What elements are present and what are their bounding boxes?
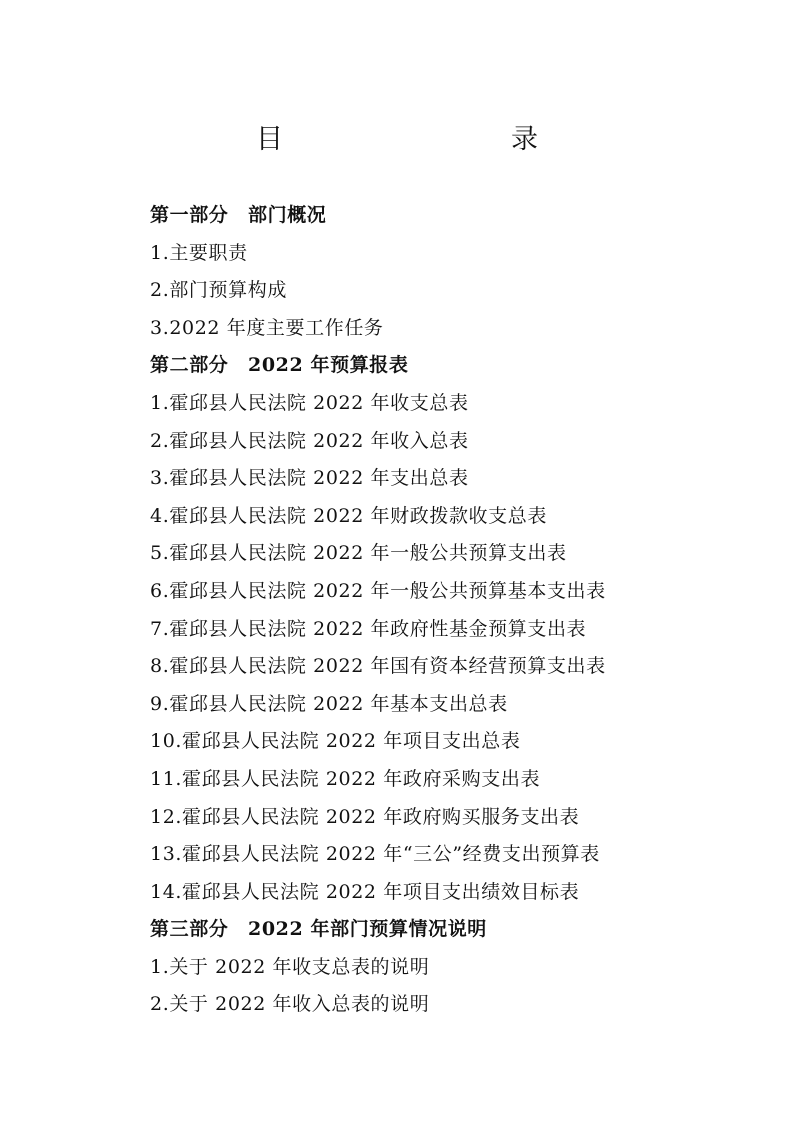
toc-entry: 12.霍邱县人民法院 2022 年政府购买服务支出表 [150, 805, 580, 828]
toc-entry: 4.霍邱县人民法院 2022 年财政拨款收支总表 [150, 504, 547, 527]
toc-entry: 1.霍邱县人民法院 2022 年收支总表 [150, 391, 469, 414]
toc-section-heading: 第三部分 2022 年部门预算情况说明 [150, 918, 487, 941]
toc-section-heading: 第一部分 部门概况 [150, 204, 327, 226]
toc-entry: 2.部门预算构成 [150, 279, 287, 302]
toc-entry: 5.霍邱县人民法院 2022 年一般公共预算支出表 [150, 542, 567, 565]
toc-entry: 10.霍邱县人民法院 2022 年项目支出总表 [150, 730, 521, 753]
toc-section-heading: 第二部分 2022 年预算报表 [150, 354, 409, 377]
toc-entry: 7.霍邱县人民法院 2022 年政府性基金预算支出表 [150, 617, 587, 640]
toc-entry: 8.霍邱县人民法院 2022 年国有资本经营预算支出表 [150, 655, 606, 678]
toc-title: 目 录 [256, 124, 596, 155]
toc-entry: 3.2022 年度主要工作任务 [150, 316, 384, 339]
toc-entry: 11.霍邱县人民法院 2022 年政府采购支出表 [150, 767, 541, 790]
toc-entry: 1.关于 2022 年收支总表的说明 [150, 955, 430, 978]
toc-entry: 2.关于 2022 年收入总表的说明 [150, 993, 430, 1016]
toc-entry: 6.霍邱县人民法院 2022 年一般公共预算基本支出表 [150, 579, 606, 602]
toc-entry: 3.霍邱县人民法院 2022 年支出总表 [150, 467, 469, 490]
toc-entry: 2.霍邱县人民法院 2022 年收入总表 [150, 429, 469, 452]
table-of-contents [150, 197, 750, 1024]
toc-entry: 9.霍邱县人民法院 2022 年基本支出总表 [150, 692, 508, 715]
toc-entry: 14.霍邱县人民法院 2022 年项目支出绩效目标表 [150, 880, 580, 903]
toc-entry: 13.霍邱县人民法院 2022 年“三公”经费支出预算表 [150, 843, 600, 866]
toc-entry: 1.主要职责 [150, 241, 248, 264]
